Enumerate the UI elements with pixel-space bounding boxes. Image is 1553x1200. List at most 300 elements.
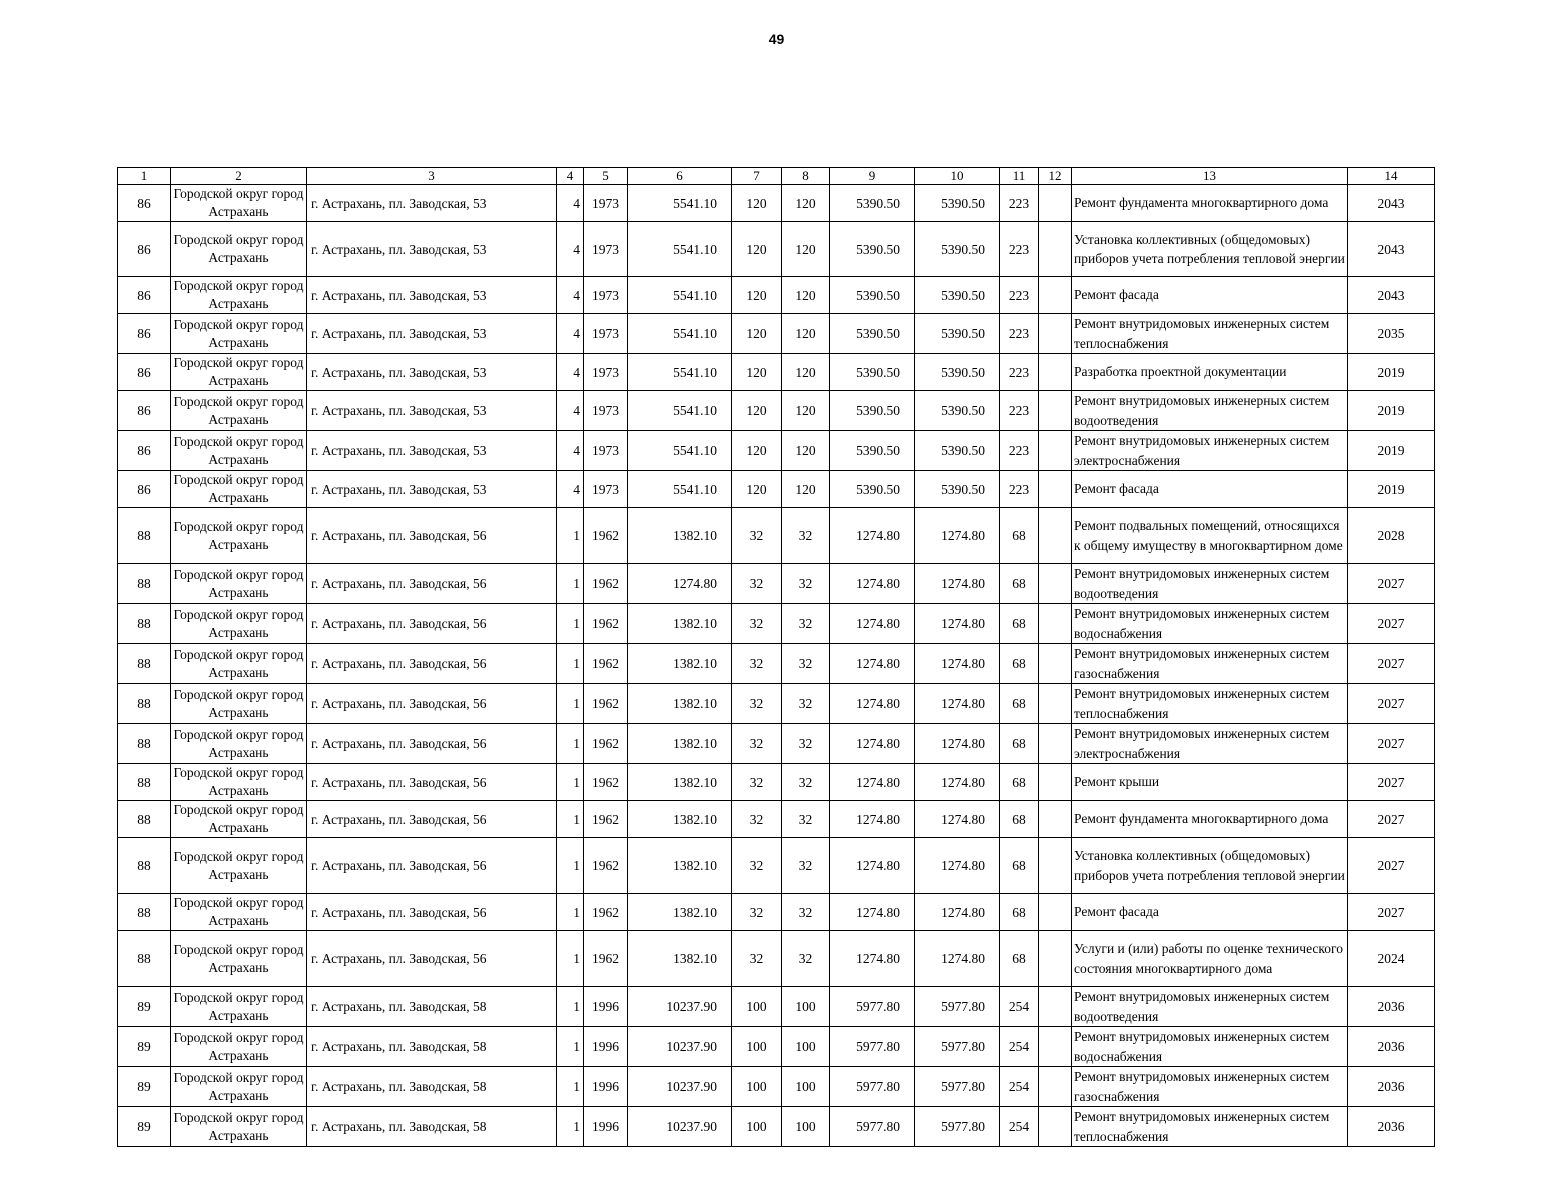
planned-year-cell: 2027 xyxy=(1348,604,1435,644)
table-row xyxy=(118,354,1435,391)
municipality-cell: Городской округ город Астрахань xyxy=(171,931,307,987)
table-row xyxy=(118,931,1435,987)
owned-area-cell: 1274.80 xyxy=(915,801,1000,838)
year-cell: 1962 xyxy=(584,764,628,801)
address-cell: г. Астрахань, пл. Заводская, 53 xyxy=(307,431,557,471)
table-row xyxy=(118,185,1435,222)
apartments-cell: 32 xyxy=(782,764,830,801)
living-area-cell: 1274.80 xyxy=(830,684,915,724)
extra-cell xyxy=(1039,724,1072,764)
total-area-cell: 5541.10 xyxy=(628,277,732,314)
owned-area-cell: 1274.80 xyxy=(915,644,1000,684)
owned-area-cell: 5977.80 xyxy=(915,1027,1000,1067)
living-area-cell: 1274.80 xyxy=(830,838,915,894)
owned-area-cell: 5390.50 xyxy=(915,185,1000,222)
year-cell: 1973 xyxy=(584,277,628,314)
total-area-cell: 1274.80 xyxy=(628,564,732,604)
year-cell: 1962 xyxy=(584,838,628,894)
residents-cell: 32 xyxy=(732,801,782,838)
year-cell: 1962 xyxy=(584,684,628,724)
planned-year-cell: 2024 xyxy=(1348,931,1435,987)
table-row xyxy=(118,391,1435,431)
table-body xyxy=(118,185,1435,1147)
apartments-cell: 32 xyxy=(782,931,830,987)
apartments-cell: 100 xyxy=(782,1067,830,1107)
registered-cell: 68 xyxy=(1000,931,1039,987)
address-cell: г. Астрахань, пл. Заводская, 56 xyxy=(307,894,557,931)
address-cell: г. Астрахань, пл. Заводская, 56 xyxy=(307,838,557,894)
column-header: 1 xyxy=(118,168,171,185)
row-number-cell: 89 xyxy=(118,987,171,1027)
residents-cell: 120 xyxy=(732,185,782,222)
row-number-cell: 88 xyxy=(118,724,171,764)
planned-year-cell: 2035 xyxy=(1348,314,1435,354)
apartments-cell: 120 xyxy=(782,431,830,471)
address-cell: г. Астрахань, пл. Заводская, 53 xyxy=(307,222,557,277)
year-cell: 1962 xyxy=(584,894,628,931)
column-header: 4 xyxy=(557,168,584,185)
apartments-cell: 32 xyxy=(782,508,830,564)
apartments-cell: 120 xyxy=(782,185,830,222)
total-area-cell: 5541.10 xyxy=(628,222,732,277)
owned-area-cell: 1274.80 xyxy=(915,838,1000,894)
year-cell: 1996 xyxy=(584,1027,628,1067)
floors-cell: 1 xyxy=(557,801,584,838)
apartments-cell: 120 xyxy=(782,314,830,354)
municipality-cell: Городской округ город Астрахань xyxy=(171,185,307,222)
floors-cell: 4 xyxy=(557,391,584,431)
extra-cell xyxy=(1039,987,1072,1027)
row-number-cell: 88 xyxy=(118,644,171,684)
table-row xyxy=(118,724,1435,764)
work-type-cell: Ремонт внутридомовых инженерных систем водоснабжения xyxy=(1072,1027,1348,1067)
living-area-cell: 5977.80 xyxy=(830,1067,915,1107)
total-area-cell: 1382.10 xyxy=(628,838,732,894)
address-cell: г. Астрахань, пл. Заводская, 56 xyxy=(307,508,557,564)
planned-year-cell: 2043 xyxy=(1348,185,1435,222)
living-area-cell: 5977.80 xyxy=(830,987,915,1027)
extra-cell xyxy=(1039,354,1072,391)
living-area-cell: 1274.80 xyxy=(830,604,915,644)
work-type-cell: Ремонт внутридомовых инженерных систем теплоснабжения xyxy=(1072,314,1348,354)
municipality-cell: Городской округ город Астрахань xyxy=(171,1107,307,1147)
floors-cell: 1 xyxy=(557,604,584,644)
floors-cell: 4 xyxy=(557,354,584,391)
column-header: 11 xyxy=(1000,168,1039,185)
living-area-cell: 1274.80 xyxy=(830,644,915,684)
owned-area-cell: 5977.80 xyxy=(915,987,1000,1027)
owned-area-cell: 5390.50 xyxy=(915,431,1000,471)
column-header: 6 xyxy=(628,168,732,185)
apartments-cell: 100 xyxy=(782,987,830,1027)
floors-cell: 1 xyxy=(557,1107,584,1147)
total-area-cell: 5541.10 xyxy=(628,431,732,471)
row-number-cell: 86 xyxy=(118,277,171,314)
year-cell: 1973 xyxy=(584,354,628,391)
municipality-cell: Городской округ город Астрахань xyxy=(171,838,307,894)
floors-cell: 4 xyxy=(557,431,584,471)
registered-cell: 254 xyxy=(1000,1027,1039,1067)
municipality-cell: Городской округ город Астрахань xyxy=(171,314,307,354)
residents-cell: 32 xyxy=(732,764,782,801)
total-area-cell: 10237.90 xyxy=(628,1027,732,1067)
municipality-cell: Городской округ город Астрахань xyxy=(171,894,307,931)
owned-area-cell: 5390.50 xyxy=(915,277,1000,314)
table-row xyxy=(118,801,1435,838)
extra-cell xyxy=(1039,222,1072,277)
living-area-cell: 5390.50 xyxy=(830,354,915,391)
floors-cell: 1 xyxy=(557,931,584,987)
registered-cell: 68 xyxy=(1000,508,1039,564)
planned-year-cell: 2036 xyxy=(1348,1067,1435,1107)
address-cell: г. Астрахань, пл. Заводская, 56 xyxy=(307,764,557,801)
extra-cell xyxy=(1039,564,1072,604)
table-row xyxy=(118,764,1435,801)
owned-area-cell: 5390.50 xyxy=(915,222,1000,277)
planned-year-cell: 2036 xyxy=(1348,1107,1435,1147)
planned-year-cell: 2036 xyxy=(1348,987,1435,1027)
floors-cell: 4 xyxy=(557,185,584,222)
municipality-cell: Городской округ город Астрахань xyxy=(171,644,307,684)
owned-area-cell: 1274.80 xyxy=(915,684,1000,724)
owned-area-cell: 5390.50 xyxy=(915,471,1000,508)
planned-year-cell: 2019 xyxy=(1348,391,1435,431)
owned-area-cell: 1274.80 xyxy=(915,894,1000,931)
extra-cell xyxy=(1039,431,1072,471)
total-area-cell: 5541.10 xyxy=(628,391,732,431)
residents-cell: 32 xyxy=(732,644,782,684)
column-header: 10 xyxy=(915,168,1000,185)
owned-area-cell: 1274.80 xyxy=(915,604,1000,644)
apartments-cell: 120 xyxy=(782,391,830,431)
apartments-cell: 120 xyxy=(782,222,830,277)
address-cell: г. Астрахань, пл. Заводская, 53 xyxy=(307,471,557,508)
living-area-cell: 5390.50 xyxy=(830,431,915,471)
work-type-cell: Ремонт внутридомовых инженерных систем теплоснабжения xyxy=(1072,1107,1348,1147)
municipality-cell: Городской округ город Астрахань xyxy=(171,564,307,604)
work-type-cell: Ремонт фасада xyxy=(1072,894,1348,931)
table-row xyxy=(118,604,1435,644)
residents-cell: 120 xyxy=(732,391,782,431)
total-area-cell: 1382.10 xyxy=(628,604,732,644)
table-row xyxy=(118,277,1435,314)
residents-cell: 32 xyxy=(732,684,782,724)
planned-year-cell: 2043 xyxy=(1348,277,1435,314)
address-cell: г. Астрахань, пл. Заводская, 53 xyxy=(307,277,557,314)
apartments-cell: 100 xyxy=(782,1027,830,1067)
registered-cell: 223 xyxy=(1000,354,1039,391)
total-area-cell: 5541.10 xyxy=(628,314,732,354)
apartments-cell: 32 xyxy=(782,838,830,894)
living-area-cell: 5390.50 xyxy=(830,391,915,431)
table-row xyxy=(118,471,1435,508)
registered-cell: 223 xyxy=(1000,471,1039,508)
table-row xyxy=(118,1107,1435,1147)
extra-cell xyxy=(1039,644,1072,684)
total-area-cell: 1382.10 xyxy=(628,644,732,684)
living-area-cell: 1274.80 xyxy=(830,508,915,564)
floors-cell: 1 xyxy=(557,764,584,801)
address-cell: г. Астрахань, пл. Заводская, 56 xyxy=(307,644,557,684)
residents-cell: 120 xyxy=(732,277,782,314)
registered-cell: 223 xyxy=(1000,431,1039,471)
registered-cell: 254 xyxy=(1000,1067,1039,1107)
floors-cell: 4 xyxy=(557,314,584,354)
address-cell: г. Астрахань, пл. Заводская, 53 xyxy=(307,185,557,222)
work-type-cell: Ремонт фасада xyxy=(1072,277,1348,314)
planned-year-cell: 2027 xyxy=(1348,684,1435,724)
planned-year-cell: 2019 xyxy=(1348,354,1435,391)
owned-area-cell: 1274.80 xyxy=(915,724,1000,764)
work-type-cell: Ремонт внутридомовых инженерных систем электроснабжения xyxy=(1072,431,1348,471)
planned-year-cell: 2027 xyxy=(1348,894,1435,931)
floors-cell: 1 xyxy=(557,838,584,894)
address-cell: г. Астрахань, пл. Заводская, 53 xyxy=(307,354,557,391)
total-area-cell: 1382.10 xyxy=(628,508,732,564)
residents-cell: 32 xyxy=(732,894,782,931)
work-type-cell: Ремонт внутридомовых инженерных систем водоотведения xyxy=(1072,564,1348,604)
registered-cell: 68 xyxy=(1000,724,1039,764)
owned-area-cell: 1274.80 xyxy=(915,764,1000,801)
municipality-cell: Городской округ город Астрахань xyxy=(171,604,307,644)
row-number-cell: 89 xyxy=(118,1107,171,1147)
living-area-cell: 5977.80 xyxy=(830,1027,915,1067)
owned-area-cell: 5977.80 xyxy=(915,1067,1000,1107)
registered-cell: 68 xyxy=(1000,894,1039,931)
work-type-cell: Ремонт фундамента многоквартирного дома xyxy=(1072,185,1348,222)
living-area-cell: 1274.80 xyxy=(830,564,915,604)
total-area-cell: 5541.10 xyxy=(628,354,732,391)
registered-cell: 223 xyxy=(1000,222,1039,277)
floors-cell: 4 xyxy=(557,277,584,314)
year-cell: 1962 xyxy=(584,801,628,838)
owned-area-cell: 5390.50 xyxy=(915,354,1000,391)
owned-area-cell: 5390.50 xyxy=(915,314,1000,354)
year-cell: 1973 xyxy=(584,471,628,508)
year-cell: 1962 xyxy=(584,604,628,644)
living-area-cell: 5390.50 xyxy=(830,314,915,354)
municipality-cell: Городской округ город Астрахань xyxy=(171,684,307,724)
page-number: 49 xyxy=(768,31,785,47)
work-type-cell: Ремонт фундамента многоквартирного дома xyxy=(1072,801,1348,838)
apartments-cell: 120 xyxy=(782,471,830,508)
municipality-cell: Городской округ город Астрахань xyxy=(171,471,307,508)
living-area-cell: 1274.80 xyxy=(830,894,915,931)
municipality-cell: Городской округ город Астрахань xyxy=(171,354,307,391)
residents-cell: 120 xyxy=(732,222,782,277)
living-area-cell: 5390.50 xyxy=(830,222,915,277)
total-area-cell: 10237.90 xyxy=(628,1067,732,1107)
table-row xyxy=(118,1027,1435,1067)
residents-cell: 32 xyxy=(732,931,782,987)
table-row xyxy=(118,684,1435,724)
floors-cell: 1 xyxy=(557,564,584,604)
table-row xyxy=(118,314,1435,354)
living-area-cell: 5977.80 xyxy=(830,1107,915,1147)
work-type-cell: Установка коллективных (общедомовых) приборов учета потребления тепловой энергии xyxy=(1072,838,1348,894)
registered-cell: 223 xyxy=(1000,185,1039,222)
apartments-cell: 32 xyxy=(782,684,830,724)
registered-cell: 68 xyxy=(1000,604,1039,644)
column-header: 2 xyxy=(171,168,307,185)
planned-year-cell: 2027 xyxy=(1348,564,1435,604)
extra-cell xyxy=(1039,1107,1072,1147)
address-cell: г. Астрахань, пл. Заводская, 58 xyxy=(307,1027,557,1067)
row-number-cell: 88 xyxy=(118,564,171,604)
year-cell: 1973 xyxy=(584,314,628,354)
registered-cell: 68 xyxy=(1000,801,1039,838)
year-cell: 1973 xyxy=(584,185,628,222)
registered-cell: 68 xyxy=(1000,838,1039,894)
registered-cell: 68 xyxy=(1000,764,1039,801)
floors-cell: 4 xyxy=(557,471,584,508)
floors-cell: 1 xyxy=(557,1067,584,1107)
living-area-cell: 1274.80 xyxy=(830,724,915,764)
municipality-cell: Городской округ город Астрахань xyxy=(171,222,307,277)
owned-area-cell: 1274.80 xyxy=(915,564,1000,604)
registered-cell: 223 xyxy=(1000,391,1039,431)
address-cell: г. Астрахань, пл. Заводская, 56 xyxy=(307,931,557,987)
row-number-cell: 86 xyxy=(118,354,171,391)
apartments-cell: 32 xyxy=(782,894,830,931)
registered-cell: 254 xyxy=(1000,1107,1039,1147)
table-row xyxy=(118,1067,1435,1107)
work-type-cell: Ремонт внутридомовых инженерных систем водоотведения xyxy=(1072,391,1348,431)
municipality-cell: Городской округ город Астрахань xyxy=(171,277,307,314)
registered-cell: 68 xyxy=(1000,564,1039,604)
residents-cell: 32 xyxy=(732,724,782,764)
table-row xyxy=(118,644,1435,684)
living-area-cell: 5390.50 xyxy=(830,471,915,508)
year-cell: 1962 xyxy=(584,724,628,764)
total-area-cell: 1382.10 xyxy=(628,801,732,838)
extra-cell xyxy=(1039,838,1072,894)
extra-cell xyxy=(1039,684,1072,724)
municipality-cell: Городской округ город Астрахань xyxy=(171,764,307,801)
planned-year-cell: 2027 xyxy=(1348,764,1435,801)
year-cell: 1973 xyxy=(584,391,628,431)
work-type-cell: Установка коллективных (общедомовых) приборов учета потребления тепловой энергии xyxy=(1072,222,1348,277)
row-number-cell: 88 xyxy=(118,604,171,644)
residents-cell: 32 xyxy=(732,508,782,564)
extra-cell xyxy=(1039,894,1072,931)
floors-cell: 1 xyxy=(557,1027,584,1067)
total-area-cell: 5541.10 xyxy=(628,471,732,508)
table-row xyxy=(118,222,1435,277)
table-header xyxy=(118,168,1435,185)
registered-cell: 68 xyxy=(1000,684,1039,724)
municipality-cell: Городской округ город Астрахань xyxy=(171,724,307,764)
address-cell: г. Астрахань, пл. Заводская, 53 xyxy=(307,391,557,431)
row-number-cell: 86 xyxy=(118,185,171,222)
planned-year-cell: 2027 xyxy=(1348,724,1435,764)
work-type-cell: Разработка проектной документации xyxy=(1072,354,1348,391)
row-number-cell: 88 xyxy=(118,894,171,931)
column-header: 9 xyxy=(830,168,915,185)
planned-year-cell: 2019 xyxy=(1348,471,1435,508)
address-cell: г. Астрахань, пл. Заводская, 58 xyxy=(307,1107,557,1147)
owned-area-cell: 5390.50 xyxy=(915,391,1000,431)
residents-cell: 120 xyxy=(732,354,782,391)
municipality-cell: Городской округ город Астрахань xyxy=(171,801,307,838)
column-header: 3 xyxy=(307,168,557,185)
extra-cell xyxy=(1039,277,1072,314)
address-cell: г. Астрахань, пл. Заводская, 56 xyxy=(307,604,557,644)
municipality-cell: Городской округ город Астрахань xyxy=(171,1027,307,1067)
owned-area-cell: 5977.80 xyxy=(915,1107,1000,1147)
planned-year-cell: 2027 xyxy=(1348,801,1435,838)
year-cell: 1962 xyxy=(584,564,628,604)
municipality-cell: Городской округ город Астрахань xyxy=(171,431,307,471)
living-area-cell: 1274.80 xyxy=(830,801,915,838)
row-number-cell: 89 xyxy=(118,1027,171,1067)
work-type-cell: Ремонт внутридомовых инженерных систем электроснабжения xyxy=(1072,724,1348,764)
column-header: 5 xyxy=(584,168,628,185)
column-header: 14 xyxy=(1348,168,1435,185)
planned-year-cell: 2027 xyxy=(1348,644,1435,684)
living-area-cell: 1274.80 xyxy=(830,931,915,987)
extra-cell xyxy=(1039,1027,1072,1067)
municipality-cell: Городской округ город Астрахань xyxy=(171,1067,307,1107)
apartments-cell: 32 xyxy=(782,644,830,684)
apartments-cell: 100 xyxy=(782,1107,830,1147)
row-number-cell: 86 xyxy=(118,314,171,354)
apartments-cell: 32 xyxy=(782,801,830,838)
row-number-cell: 88 xyxy=(118,801,171,838)
total-area-cell: 1382.10 xyxy=(628,764,732,801)
municipality-cell: Городской округ город Астрахань xyxy=(171,508,307,564)
extra-cell xyxy=(1039,314,1072,354)
planned-year-cell: 2019 xyxy=(1348,431,1435,471)
row-number-cell: 88 xyxy=(118,764,171,801)
table-row xyxy=(118,508,1435,564)
extra-cell xyxy=(1039,931,1072,987)
work-type-cell: Услуги и (или) работы по оценке технического состояния многоквартирного дома xyxy=(1072,931,1348,987)
table-row xyxy=(118,987,1435,1027)
header-row xyxy=(118,168,1435,185)
registered-cell: 68 xyxy=(1000,644,1039,684)
apartments-cell: 32 xyxy=(782,604,830,644)
apartments-cell: 32 xyxy=(782,724,830,764)
column-header: 7 xyxy=(732,168,782,185)
apartments-cell: 120 xyxy=(782,354,830,391)
extra-cell xyxy=(1039,185,1072,222)
table-row xyxy=(118,564,1435,604)
year-cell: 1996 xyxy=(584,987,628,1027)
work-type-cell: Ремонт внутридомовых инженерных систем газоснабжения xyxy=(1072,644,1348,684)
residents-cell: 100 xyxy=(732,1107,782,1147)
municipality-cell: Городской округ город Астрахань xyxy=(171,987,307,1027)
total-area-cell: 1382.10 xyxy=(628,684,732,724)
address-cell: г. Астрахань, пл. Заводская, 56 xyxy=(307,564,557,604)
planned-year-cell: 2043 xyxy=(1348,222,1435,277)
floors-cell: 1 xyxy=(557,684,584,724)
registered-cell: 254 xyxy=(1000,987,1039,1027)
work-type-cell: Ремонт внутридомовых инженерных систем газоснабжения xyxy=(1072,1067,1348,1107)
registered-cell: 223 xyxy=(1000,314,1039,354)
planned-year-cell: 2027 xyxy=(1348,838,1435,894)
floors-cell: 1 xyxy=(557,508,584,564)
extra-cell xyxy=(1039,764,1072,801)
address-cell: г. Астрахань, пл. Заводская, 58 xyxy=(307,1067,557,1107)
year-cell: 1996 xyxy=(584,1067,628,1107)
year-cell: 1996 xyxy=(584,1107,628,1147)
year-cell: 1962 xyxy=(584,508,628,564)
residents-cell: 100 xyxy=(732,987,782,1027)
total-area-cell: 10237.90 xyxy=(628,1107,732,1147)
floors-cell: 4 xyxy=(557,222,584,277)
column-header: 13 xyxy=(1072,168,1348,185)
